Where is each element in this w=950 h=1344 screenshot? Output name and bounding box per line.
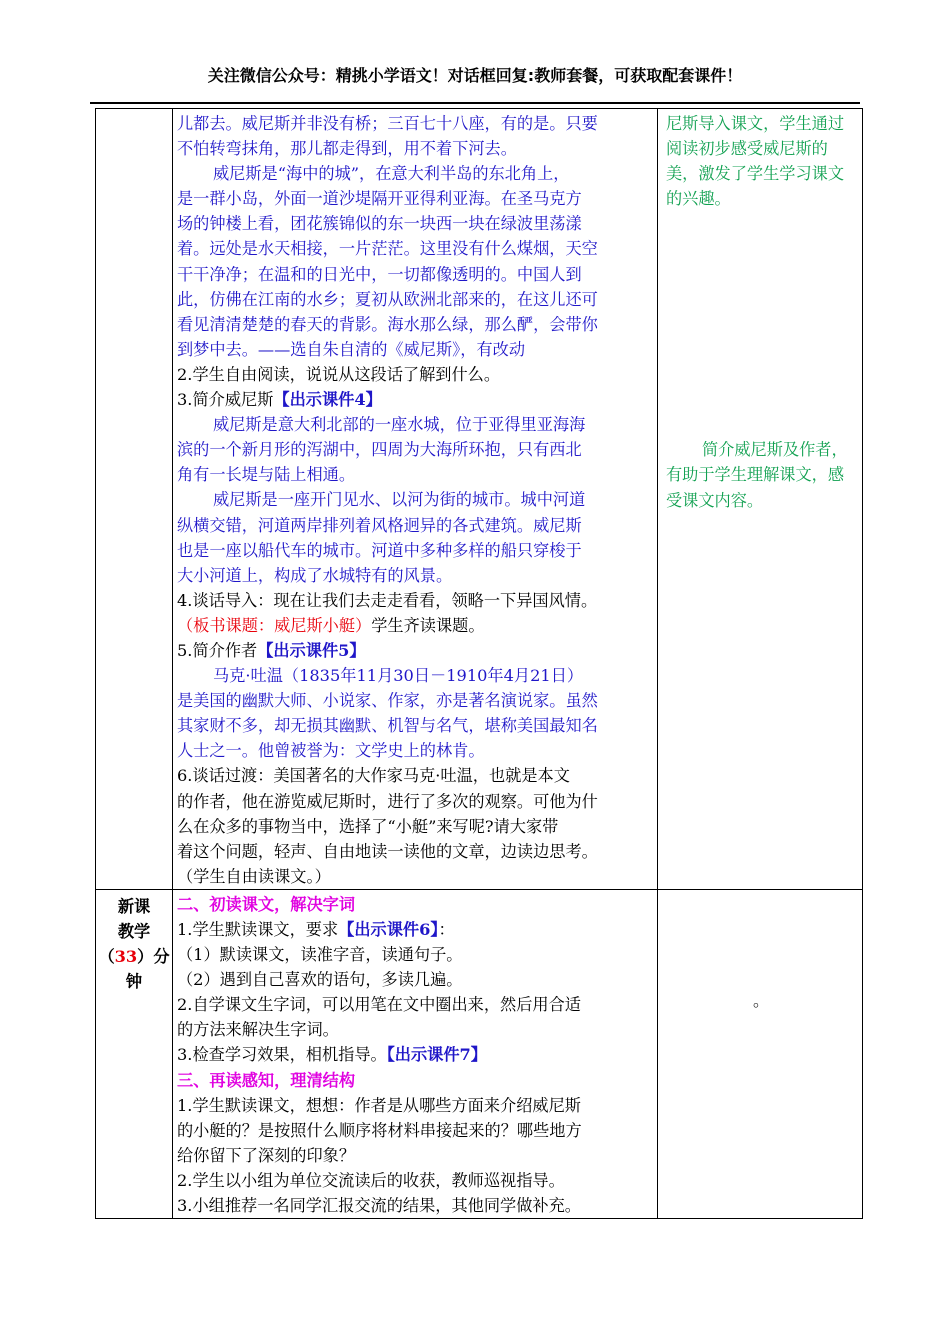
design-note-dot: 。 — [752, 990, 769, 1010]
section-2-title: 二、初读课文，解决字词 — [177, 894, 356, 914]
step-6-line: 的作者，他在游览威尼斯时，进行了多次的观察。可他为什 — [177, 791, 598, 811]
design-intent-cell — [658, 889, 863, 1218]
stage-label-line: 新课 — [117, 896, 151, 916]
step-2-3: 3.检查学习效果，相机指导。【出示课件7】 — [177, 1045, 487, 1065]
step-3-1-line: 给你留下了深刻的印象？ — [177, 1145, 356, 1165]
intro-line: 威尼斯是意大利北部的一座水城，位于亚得里亚海海 — [213, 415, 586, 435]
passage-line: 到梦中去。——选自朱自清的《威尼斯》，有改动 — [177, 339, 526, 359]
stage-duration: （33）分 — [98, 947, 170, 967]
step-2-2-line: 2.自学课文生字词，可以用笔在文中圈出来，然后用合适 — [177, 995, 581, 1015]
design-note-1: 尼斯导入课文，学生通过阅读初步感受威尼斯的美，激发了学生学习课文的兴趣。 — [666, 114, 845, 209]
header-divider — [90, 102, 860, 104]
passage-line: 此，仿佛在江南的水乡；夏初从欧洲北部来的，在这儿还可 — [177, 289, 598, 309]
intro-line: 也是一座以船代车的城市。河道中多种多样的船只穿梭于 — [177, 540, 582, 560]
step-2-2-line: 的方法来解决生字词。 — [177, 1020, 339, 1040]
teaching-content-cell — [173, 109, 658, 890]
author-line: 人士之一。他曾被誉为：文学史上的林肯。 — [177, 741, 485, 761]
intro-line: 大小河道上，构成了水城特有的风景。 — [177, 565, 453, 585]
step-6-line: 着这个问题，轻声、自由地读一读他的文章，边读边思考。 — [177, 841, 598, 861]
passage-line: 是一群小岛，外面一道沙堤隔开亚得利亚海。在圣马克方 — [177, 189, 582, 209]
step-4-tail: 学生齐读课题。 — [371, 615, 485, 635]
stage-label-line: 教学 — [117, 922, 151, 941]
step-3-1-line: 的小艇的？是按照什么顺序将材料串接起来的？哪些地方 — [177, 1120, 582, 1140]
passage-line: 场的钟楼上看，团花簇锦似的东一块西一块在绿波里荡漾 — [177, 214, 582, 234]
step-6-line: 6.谈话过渡：美国著名的大作家马克·吐温，也就是本文 — [177, 766, 570, 786]
step-4-board — [177, 613, 653, 638]
author-line: 是美国的幽默大师、小说家、作家，亦是著名演说家。虽然 — [177, 691, 598, 711]
board-title: （板书课题：威尼斯小艇） — [177, 615, 372, 635]
passage-line: 干干净净；在温和的日光中，一切都像透明的。中国人到 — [177, 264, 582, 284]
passage-line: 不怕转弯抹角，那儿都走得到，用不着下河去。 — [177, 139, 517, 159]
table-row — [96, 109, 863, 890]
passage-line: 儿都去。威尼斯并非没有桥；三百七十八座，有的是。只要 — [177, 114, 598, 133]
step-3-1-line: 1.学生默读课文，想想：作者是从哪些方面来介绍威尼斯 — [177, 1095, 581, 1115]
courseware-tag: 【出示课件6】 — [338, 920, 439, 939]
step-2-1b: （2）遇到自己喜欢的语句，多读几遍。 — [177, 970, 463, 990]
author-line: 马克·吐温（1835年11月30日－1910年4月21日） — [213, 666, 584, 686]
lesson-table — [95, 108, 863, 1219]
stage-label-cell — [96, 889, 173, 1218]
intro-line: 角有一长堤与陆上相通。 — [177, 465, 356, 485]
intro-line: 纵横交错，河道两岸排列着风格迥异的各式建筑。威尼斯 — [177, 515, 582, 535]
step-2-1a: （1）默读课文，读准字音，读通句子。 — [177, 945, 463, 965]
step-4: 4.谈话导入：现在让我们去走走看看，领略一下异国风情。 — [177, 590, 598, 610]
passage-line: 看见清清楚楚的春天的背影。海水那么绿，那么酽，会带你 — [177, 314, 598, 334]
duration-number: 33 — [114, 947, 138, 967]
intro-line: 滨的一个新月形的泻湖中，四周为大海所环抱，只有西北 — [177, 440, 582, 460]
design-note-2: 简介威尼斯及作者，有助于学生理解课文，感受课文内容。 — [666, 440, 848, 510]
intro-line: 威尼斯是一座开门见水、以河为街的城市。城中河道 — [213, 490, 586, 510]
step-3 — [177, 387, 653, 412]
teaching-content-cell — [173, 889, 658, 1218]
table-row — [96, 889, 863, 1218]
design-intent-cell — [658, 109, 863, 890]
page-header: 关注微信公众号：精挑小学语文！对话框回复:教师套餐，可获取配套课件！ — [207, 66, 743, 85]
step-3-3: 3.小组推荐一名同学汇报交流的结果，其他同学做补充。 — [177, 1196, 581, 1216]
step-5-text: 5.简介作者 — [177, 640, 258, 660]
courseware-tag: 【出示课件7】 — [386, 1045, 487, 1065]
courseware-tag: 【出示课件5】 — [257, 640, 366, 660]
courseware-tag: 【出示课件4】 — [273, 390, 382, 410]
step-3-2: 2.学生以小组为单位交流读后的收获，教师巡视指导。 — [177, 1170, 565, 1190]
stage-label-cell-empty — [96, 109, 173, 890]
step-6-line: （学生自由读课文。） — [177, 866, 331, 886]
step-5 — [177, 638, 653, 663]
section-3-title: 三、再读感知，理清结构 — [177, 1070, 356, 1090]
stage-label-line: 钟 — [125, 972, 143, 992]
step-2: 2.学生自由阅读，说说从这段话了解到什么。 — [177, 364, 501, 384]
passage-line: 威尼斯是“海中的城”，在意大利半岛的东北角上， — [213, 164, 570, 184]
author-line: 其家财不多，却无损其幽默、机智与名气，堪称美国最知名 — [177, 716, 598, 736]
step-6-line: 么在众多的事物当中，选择了“小艇”来写呢?请大家带 — [177, 816, 559, 836]
step-2-1: 1.学生默读课文，要求【出示课件6】： — [177, 920, 455, 939]
passage-line: 着。远处是水天相接，一片茫茫。这里没有什么煤烟，天空 — [177, 239, 598, 259]
step-3-text: 3.简介威尼斯 — [177, 390, 274, 410]
